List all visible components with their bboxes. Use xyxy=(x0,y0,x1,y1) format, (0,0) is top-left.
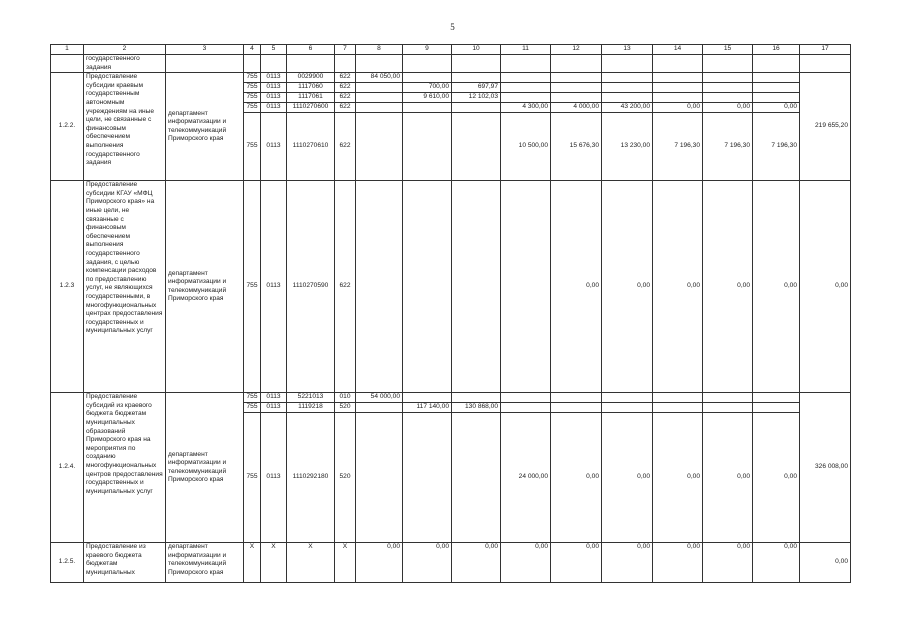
table-cell xyxy=(356,103,403,113)
table-cell: 0113 xyxy=(261,113,287,181)
table-cell xyxy=(551,83,602,93)
table-cell: 1.2.2. xyxy=(51,73,84,181)
table-cell xyxy=(501,93,551,103)
table-cell xyxy=(602,93,653,103)
table-cell: 1117060 xyxy=(287,83,335,93)
table-cell: 4 300,00 xyxy=(501,103,551,113)
table-cell: 7 xyxy=(335,45,356,55)
table-cell xyxy=(166,55,244,73)
table-cell: 0,00 xyxy=(551,543,602,583)
table-cell: 0113 xyxy=(261,403,287,413)
table-cell xyxy=(501,403,551,413)
table-cell xyxy=(452,393,501,403)
table-cell: 0,00 xyxy=(753,103,800,113)
table-cell: 755 xyxy=(244,103,261,113)
table-cell: 130 868,00 xyxy=(452,403,501,413)
table-cell xyxy=(703,73,753,83)
table-cell: 326 008,00 xyxy=(800,393,851,543)
table-cell xyxy=(753,393,800,403)
table-cell: 0,00 xyxy=(653,413,703,543)
table-cell xyxy=(356,93,403,103)
table-cell xyxy=(703,83,753,93)
table-cell xyxy=(403,181,452,393)
table-cell xyxy=(501,83,551,93)
table-cell xyxy=(653,403,703,413)
table-cell: 1.2.5. xyxy=(51,543,84,583)
table-cell: 4 000,00 xyxy=(551,103,602,113)
table-cell: 1110270590 xyxy=(287,181,335,393)
table-cell: 0,00 xyxy=(602,543,653,583)
table-cell: 0,00 xyxy=(753,413,800,543)
table-cell: 755 xyxy=(244,73,261,83)
table-cell: 520 xyxy=(335,403,356,413)
table-cell xyxy=(602,403,653,413)
table-cell: 622 xyxy=(335,181,356,393)
table-cell: 0,00 xyxy=(551,181,602,393)
table-cell xyxy=(653,83,703,93)
table-cell: 1 xyxy=(51,45,84,55)
table-cell: 622 xyxy=(335,93,356,103)
table-cell: 3 xyxy=(166,45,244,55)
table-cell: 0,00 xyxy=(800,181,851,393)
table-cell: Х xyxy=(335,543,356,583)
table-cell: 0,00 xyxy=(703,181,753,393)
table-cell xyxy=(653,55,703,73)
table-cell xyxy=(551,93,602,103)
table-cell: 0,00 xyxy=(753,181,800,393)
table-cell: 0029900 xyxy=(287,73,335,83)
table-cell: 5221013 xyxy=(287,393,335,403)
table-cell xyxy=(653,93,703,103)
table-cell: 1.2.3 xyxy=(51,181,84,393)
table-cell: 622 xyxy=(335,83,356,93)
table-cell xyxy=(703,55,753,73)
table-cell: 24 000,00 xyxy=(501,413,551,543)
table-cell xyxy=(335,55,356,73)
table-cell: 697,97 xyxy=(452,83,501,93)
page-number: 5 xyxy=(450,22,455,32)
table-cell xyxy=(403,103,452,113)
table-cell: 0113 xyxy=(261,93,287,103)
table-cell: 7 196,30 xyxy=(653,113,703,181)
table-cell: 520 xyxy=(335,413,356,543)
table-cell: 43 200,00 xyxy=(602,103,653,113)
table-cell xyxy=(356,113,403,181)
table-cell: 5 xyxy=(261,45,287,55)
table-cell xyxy=(452,55,501,73)
table-cell: 0,00 xyxy=(602,413,653,543)
table-cell: департамент информатизации и телекоммуникаций Приморского края xyxy=(166,543,244,583)
table-cell: 12 xyxy=(551,45,602,55)
table-cell: 11 xyxy=(501,45,551,55)
table-cell: 10 500,00 xyxy=(501,113,551,181)
table-cell: 755 xyxy=(244,413,261,543)
table-cell: 622 xyxy=(335,73,356,83)
table-cell xyxy=(602,83,653,93)
table-cell: 16 xyxy=(753,45,800,55)
table-cell xyxy=(753,93,800,103)
table-cell xyxy=(452,413,501,543)
table-cell: 1110270610 xyxy=(287,113,335,181)
table-row xyxy=(51,73,851,83)
table-cell: 700,00 xyxy=(403,83,452,93)
table-cell: 0,00 xyxy=(602,181,653,393)
table-cell xyxy=(703,93,753,103)
table-cell: 54 000,00 xyxy=(356,393,403,403)
table-row xyxy=(51,393,851,403)
table-cell xyxy=(356,413,403,543)
table-cell: 17 xyxy=(800,45,851,55)
table-cell xyxy=(800,55,851,73)
table-cell: 0,00 xyxy=(653,543,703,583)
table-cell: 0,00 xyxy=(452,543,501,583)
table-cell: 755 xyxy=(244,93,261,103)
table-cell: 010 xyxy=(335,393,356,403)
table-cell: 0,00 xyxy=(703,103,753,113)
table-cell: Х xyxy=(261,543,287,583)
table-cell: 0,00 xyxy=(800,543,851,583)
table-cell: 84 050,00 xyxy=(356,73,403,83)
table-cell xyxy=(403,393,452,403)
table-body xyxy=(51,45,851,583)
table-cell: 2 xyxy=(84,45,166,55)
table-cell xyxy=(452,113,501,181)
table-cell: 755 xyxy=(244,393,261,403)
table-cell: Х xyxy=(244,543,261,583)
table-cell xyxy=(501,55,551,73)
table-cell xyxy=(287,55,335,73)
budget-table xyxy=(50,44,851,583)
table-cell: 755 xyxy=(244,113,261,181)
table-cell: 0,00 xyxy=(703,543,753,583)
table-row xyxy=(51,181,851,393)
table-cell: 1.2.4. xyxy=(51,393,84,543)
table-cell: 7 196,30 xyxy=(703,113,753,181)
table-cell: 0,00 xyxy=(501,543,551,583)
table-cell xyxy=(452,181,501,393)
table-cell: 15 676,30 xyxy=(551,113,602,181)
table-cell xyxy=(403,113,452,181)
table-cell xyxy=(551,73,602,83)
table-cell: 622 xyxy=(335,113,356,181)
table-row xyxy=(51,55,851,73)
table-cell xyxy=(703,403,753,413)
table-cell xyxy=(551,55,602,73)
table-cell xyxy=(501,73,551,83)
table-cell xyxy=(452,73,501,83)
table-cell xyxy=(602,393,653,403)
table-cell xyxy=(753,83,800,93)
table-cell xyxy=(653,73,703,83)
table-cell xyxy=(753,73,800,83)
table-cell xyxy=(356,55,403,73)
table-cell: 0,00 xyxy=(356,543,403,583)
table-cell: 0,00 xyxy=(551,413,602,543)
table-cell xyxy=(551,403,602,413)
table-cell: 755 xyxy=(244,403,261,413)
table-cell: 14 xyxy=(653,45,703,55)
table-cell xyxy=(403,73,452,83)
table-cell xyxy=(356,83,403,93)
table-cell: департамент информатизации и телекоммуникаций Приморского края xyxy=(166,181,244,393)
table-cell: 12 102,03 xyxy=(452,93,501,103)
table-cell: 9 610,00 xyxy=(403,93,452,103)
table-cell xyxy=(602,73,653,83)
table-cell xyxy=(356,181,403,393)
table-cell xyxy=(501,393,551,403)
table-cell: 1117061 xyxy=(287,93,335,103)
table-cell: Предоставление субсидий из краевого бюджета бюджетам муниципальных образований Приморского края на мероприятия по созданию многофункциональных центров предоставления государственных и муниципальных услуг xyxy=(84,393,166,543)
table-cell: 622 xyxy=(335,103,356,113)
table-cell: 0113 xyxy=(261,393,287,403)
table-cell: государственного задания xyxy=(84,55,166,73)
table-cell: 0113 xyxy=(261,413,287,543)
table-cell: 1110270600 xyxy=(287,103,335,113)
table-cell: 0113 xyxy=(261,103,287,113)
table-cell xyxy=(356,403,403,413)
table-cell: 15 xyxy=(703,45,753,55)
table-cell xyxy=(244,55,261,73)
table-cell xyxy=(452,103,501,113)
table-cell: департамент информатизации и телекоммуникаций Приморского края xyxy=(166,73,244,181)
table-cell: Предоставление из краевого бюджета бюджетам муниципальных xyxy=(84,543,166,583)
table-cell xyxy=(403,55,452,73)
table-cell: 0,00 xyxy=(703,413,753,543)
table-cell xyxy=(653,393,703,403)
table-cell: 1110292180 xyxy=(287,413,335,543)
table-cell xyxy=(703,393,753,403)
table-cell: 6 xyxy=(287,45,335,55)
table-cell: 13 xyxy=(602,45,653,55)
table-cell xyxy=(602,55,653,73)
table-cell: 0113 xyxy=(261,73,287,83)
table-cell xyxy=(753,55,800,73)
table-cell: 0113 xyxy=(261,181,287,393)
table-cell: 755 xyxy=(244,83,261,93)
table-cell: Предоставление субсидии краевым государственным автономным учреждениям на иные цели, не связанные с финансовым обеспечением выполнения государственного задания xyxy=(84,73,166,181)
table-cell: 4 xyxy=(244,45,261,55)
table-cell: департамент информатизации и телекоммуникаций Приморского края xyxy=(166,393,244,543)
table-cell: 0,00 xyxy=(653,181,703,393)
header-row xyxy=(51,45,851,55)
table-row xyxy=(51,543,851,583)
table-cell: 9 xyxy=(403,45,452,55)
table-cell xyxy=(551,393,602,403)
table-cell: 0,00 xyxy=(753,543,800,583)
table-cell: 0,00 xyxy=(403,543,452,583)
table-cell: 219 655,20 xyxy=(800,73,851,181)
table-cell xyxy=(261,55,287,73)
table-cell: 13 230,00 xyxy=(602,113,653,181)
table-cell: 8 xyxy=(356,45,403,55)
table-cell: 0,00 xyxy=(653,103,703,113)
table-cell: 0113 xyxy=(261,83,287,93)
table-cell xyxy=(51,55,84,73)
table-cell: Х xyxy=(287,543,335,583)
table-cell: 10 xyxy=(452,45,501,55)
table-cell: 1119218 xyxy=(287,403,335,413)
table-cell: Предоставление субсидии КГАУ «МФЦ Приморского края» на иные цели, не связанные с финансовым обеспечением выполнения государственного задания, с целью компенсации расходов по предоставлению услуг, не являющихся государственными, в многофункциональных центрах предоставления государственных и муниципальных услуг xyxy=(84,181,166,393)
table-cell: 117 140,00 xyxy=(403,403,452,413)
table-cell: 755 xyxy=(244,181,261,393)
table-cell xyxy=(501,181,551,393)
table-cell xyxy=(753,403,800,413)
table-cell: 7 196,30 xyxy=(753,113,800,181)
table-cell xyxy=(403,413,452,543)
